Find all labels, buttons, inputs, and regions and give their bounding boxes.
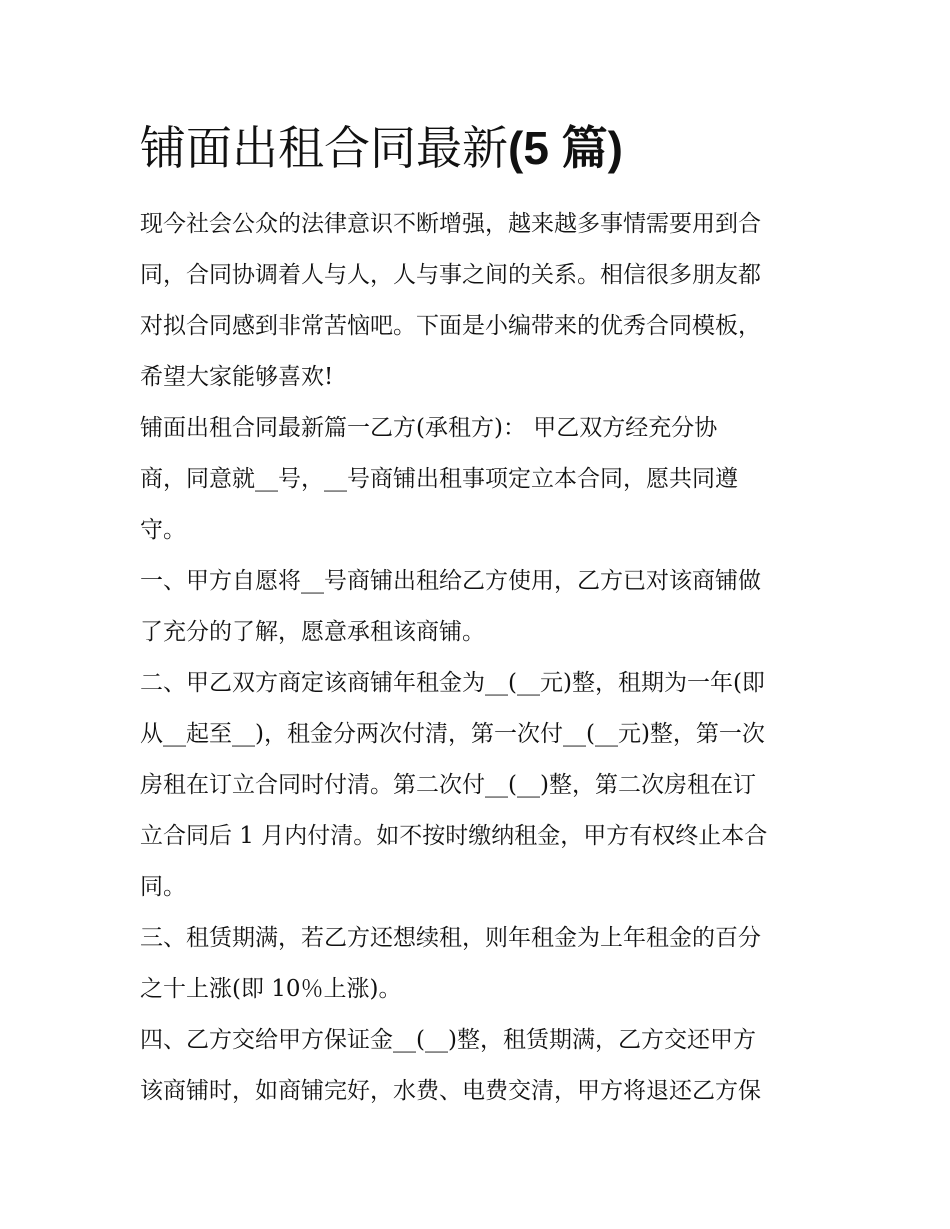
body-line: 了充分的了解，愿意承租该商铺。 bbox=[140, 619, 485, 645]
body-line: 商，同意就__号，__号商铺出租事项定立本合同，愿共同遵 bbox=[140, 466, 738, 492]
body-line: 希望大家能够喜欢! bbox=[140, 364, 334, 390]
body-line: 对拟合同感到非常苦恼吧。下面是小编带来的优秀合同模板， bbox=[140, 313, 761, 339]
body-line: 四、乙方交给甲方保证金__(__)整，租赁期满，乙方交还甲方 bbox=[140, 1027, 756, 1053]
body-line: 立合同后 1 月内付清。如不按时缴纳租金，甲方有权终止本合 bbox=[140, 823, 768, 849]
document-body bbox=[140, 199, 820, 1117]
title-count: (5 篇) bbox=[508, 122, 623, 174]
body-line: 现今社会公众的法律意识不断增强，越来越多事情需要用到合 bbox=[140, 211, 761, 237]
body-line: 铺面出租合同最新篇一乙方(承租方)： 甲乙双方经充分协 bbox=[140, 415, 718, 441]
title-text: 铺面出租合同最新 bbox=[140, 121, 508, 175]
body-line: 同，合同协调着人与人，人与事之间的关系。相信很多朋友都 bbox=[140, 262, 761, 288]
body-line: 同。 bbox=[140, 874, 186, 900]
body-line: 守。 bbox=[140, 517, 186, 543]
document-title bbox=[140, 112, 840, 184]
body-line: 该商铺时，如商铺完好，水费、电费交清，甲方将退还乙方保 bbox=[140, 1078, 761, 1104]
body-line: 二、甲乙双方商定该商铺年租金为__(__元)整，租期为一年(即 bbox=[140, 670, 765, 696]
body-line: 一、甲方自愿将__号商铺出租给乙方使用，乙方已对该商铺做 bbox=[140, 568, 761, 594]
body-line: 三、租赁期满，若乙方还想续租，则年租金为上年租金的百分 bbox=[140, 925, 761, 951]
body-line: 从__起至__)，租金分两次付清，第一次付__(__元)整，第一次 bbox=[140, 721, 765, 747]
body-line: 之十上涨(即 10％上涨)。 bbox=[140, 976, 402, 1002]
body-line: 房租在订立合同时付清。第二次付__(__)整，第二次房租在订 bbox=[140, 772, 756, 798]
